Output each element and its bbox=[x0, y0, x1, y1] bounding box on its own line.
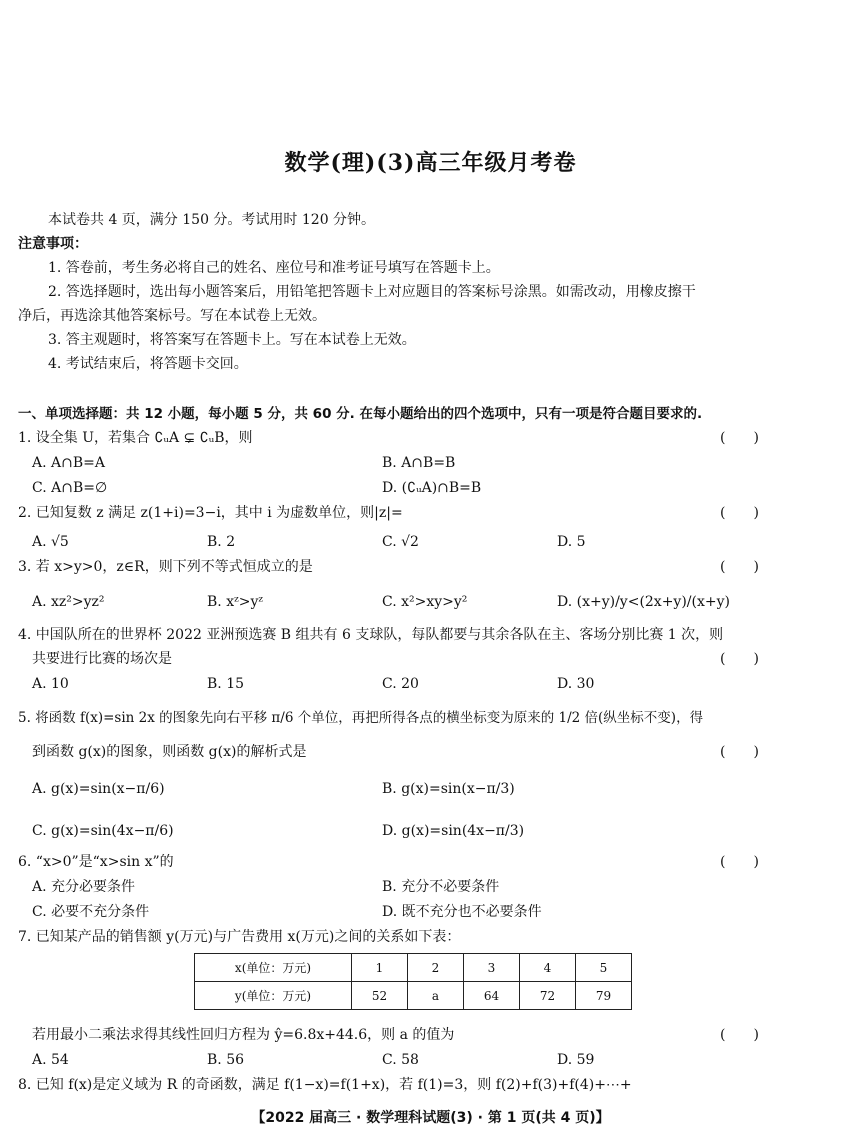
table-cell: 79 bbox=[576, 982, 632, 1010]
answer-blank: ( ) bbox=[720, 854, 759, 870]
answer-blank: ( ) bbox=[720, 430, 759, 446]
q3-option-b: B. xᶻ>yᶻ bbox=[207, 594, 263, 610]
notice-item: 净后，再选涂其他答案标号。写在本试卷上无效。 bbox=[18, 308, 326, 324]
q2-option-a: A. √5 bbox=[32, 534, 69, 550]
table-cell: 5 bbox=[576, 954, 632, 982]
page-title: 数学(理)(3)高三年级月考卷 bbox=[284, 150, 577, 176]
table-cell: 3 bbox=[464, 954, 520, 982]
table-row bbox=[195, 954, 632, 982]
q6-option-a: A. 充分必要条件 bbox=[32, 879, 136, 895]
q7-option-b: B. 56 bbox=[207, 1052, 245, 1068]
section-heading: 一、单项选择题：共 12 小题，每小题 5 分，共 60 分. 在每小题给出的四个选项中，只有一项是符合题目要求的. bbox=[18, 406, 703, 422]
q7-option-c: C. 58 bbox=[382, 1052, 419, 1068]
q4-option-c: C. 20 bbox=[382, 676, 419, 692]
table-cell: 52 bbox=[352, 982, 408, 1010]
q7-option-a: A. 54 bbox=[32, 1052, 69, 1068]
notice-item: 4. 考试结束后，将答题卡交回。 bbox=[48, 356, 248, 372]
notice-item: 2. 答选择题时，选出每小题答案后，用铅笔把答题卡上对应题目的答案标号涂黑。如需改动，用橡皮擦干 bbox=[48, 284, 696, 300]
q1-option-a: A. A∩B=A bbox=[32, 455, 105, 471]
intro-text: 本试卷共 4 页，满分 150 分。考试用时 120 分钟。 bbox=[48, 212, 376, 228]
question-4-stem: 4. 中国队所在的世界杯 2022 亚洲预选赛 B 组共有 6 支球队，每队都要与其余各队在主、客场分别比赛 1 次，则 bbox=[18, 627, 724, 643]
question-6-stem: 6. “x>0”是“x>sin x”的 bbox=[18, 854, 174, 870]
q5-option-b: B. g(x)=sin(x−π/3) bbox=[382, 781, 515, 797]
question-4-stem-cont: 共要进行比赛的场次是 bbox=[32, 651, 172, 667]
notice-heading: 注意事项： bbox=[18, 236, 88, 252]
q3-option-d: D. (x+y)/y<(2x+y)/(x+y) bbox=[557, 594, 730, 610]
q2-option-d: D. 5 bbox=[557, 534, 586, 550]
answer-blank: ( ) bbox=[720, 744, 759, 760]
table-row bbox=[195, 982, 632, 1010]
q5-option-a: A. g(x)=sin(x−π/6) bbox=[32, 781, 165, 797]
q2-option-c: C. √2 bbox=[382, 534, 419, 550]
q6-option-b: B. 充分不必要条件 bbox=[382, 879, 500, 895]
answer-blank: ( ) bbox=[720, 651, 759, 667]
table-cell: a bbox=[408, 982, 464, 1010]
answer-blank: ( ) bbox=[720, 1027, 759, 1043]
q6-option-d: D. 既不充分也不必要条件 bbox=[382, 904, 542, 920]
q3-option-c: C. x²>xy>y² bbox=[382, 594, 468, 610]
q4-option-d: D. 30 bbox=[557, 676, 595, 692]
question-2-stem: 2. 已知复数 z 满足 z(1+i)=3−i，其中 i 为虚数单位，则|z|= bbox=[18, 505, 403, 521]
notice-item: 1. 答卷前，考生务必将自己的姓名、座位号和准考证号填写在答题卡上。 bbox=[48, 260, 500, 276]
table-cell: 72 bbox=[520, 982, 576, 1010]
table-cell: 64 bbox=[464, 982, 520, 1010]
table-cell: 2 bbox=[408, 954, 464, 982]
q1-option-b: B. A∩B=B bbox=[382, 455, 456, 471]
q4-option-a: A. 10 bbox=[32, 676, 69, 692]
page-footer: 【2022 届高三 · 数学理科试题(3) · 第 1 页(共 4 页)】 bbox=[251, 1110, 610, 1126]
question-1-stem: 1. 设全集 U，若集合 ∁ᵤA ⊊ ∁ᵤB，则 bbox=[18, 430, 253, 446]
q1-option-d: D. (∁ᵤA)∩B=B bbox=[382, 480, 482, 496]
question-8-stem: 8. 已知 f(x)是定义域为 R 的奇函数，满足 f(1−x)=f(1+x)，若 f(1)=3，则 f(2)+f(3)+f(4)+⋯+ bbox=[18, 1077, 632, 1093]
table-cell: 4 bbox=[520, 954, 576, 982]
question-7-stem-cont: 若用最小二乘法求得其线性回归方程为 ŷ=6.8x+44.6，则 a 的值为 bbox=[32, 1027, 455, 1043]
q4-option-b: B. 15 bbox=[207, 676, 245, 692]
q6-option-c: C. 必要不充分条件 bbox=[32, 904, 150, 920]
data-table bbox=[194, 953, 632, 1010]
answer-blank: ( ) bbox=[720, 559, 759, 575]
question-7-stem: 7. 已知某产品的销售额 y(万元)与广告费用 x(万元)之间的关系如下表： bbox=[18, 929, 461, 945]
q5-option-d: D. g(x)=sin(4x−π/3) bbox=[382, 823, 525, 839]
question-5-stem: 5. 将函数 f(x)=sin 2x 的图象先向右平移 π/6 个单位，再把所得各点的横坐标变为原来的 1/2 倍(纵坐标不变)，得 bbox=[18, 710, 704, 726]
notice-item: 3. 答主观题时，将答案写在答题卡上。写在本试卷上无效。 bbox=[48, 332, 416, 348]
answer-blank: ( ) bbox=[720, 505, 759, 521]
q1-option-c: C. A∩B=∅ bbox=[32, 480, 108, 496]
q3-option-a: A. xz²>yz² bbox=[32, 594, 105, 610]
question-5-stem-cont: 到函数 g(x)的图象，则函数 g(x)的解析式是 bbox=[32, 744, 307, 760]
table-cell: 1 bbox=[352, 954, 408, 982]
q7-option-d: D. 59 bbox=[557, 1052, 595, 1068]
table-header-cell: x(单位：万元) bbox=[195, 954, 352, 982]
q5-option-c: C. g(x)=sin(4x−π/6) bbox=[32, 823, 174, 839]
question-3-stem: 3. 若 x>y>0，z∈R，则下列不等式恒成立的是 bbox=[18, 559, 313, 575]
q2-option-b: B. 2 bbox=[207, 534, 236, 550]
table-header-cell: y(单位：万元) bbox=[195, 982, 352, 1010]
